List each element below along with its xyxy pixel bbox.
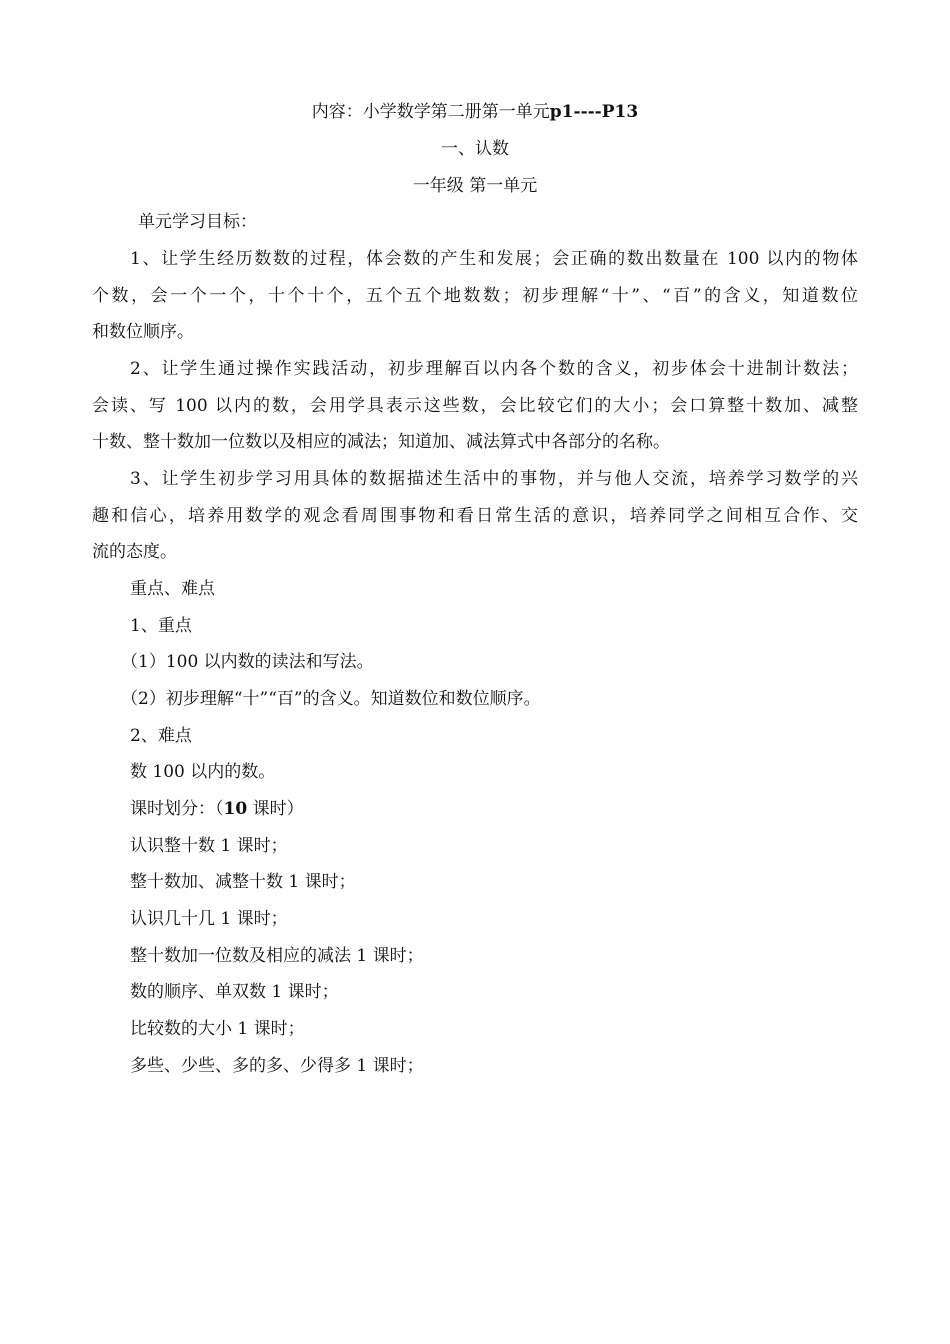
goal-2-line-1: 2、让学生通过操作实践活动，初步理解百以内各个数的含义，初步体会十进制计数法； xyxy=(130,359,858,379)
focus-item-2: （2）初步理解“十”“百”的含义。知道数位和数位顺序。 xyxy=(121,689,541,709)
document-title-text: 内容：小学数学第二册第一单元 xyxy=(311,102,550,122)
schedule-item-3: 认识几十几 1 课时； xyxy=(130,909,288,929)
goal-3-line-2: 趣和信心，培养用数学的观念看周围事物和看日常生活的意识，培养同学之间相互合作、交 xyxy=(92,506,858,526)
focus-item-1: （1）100 以内数的读法和写法。 xyxy=(121,652,374,672)
schedule-heading-count: 10 xyxy=(223,799,248,819)
document-title xyxy=(0,102,950,122)
grade-unit-title: 一年级 第一单元 xyxy=(412,176,538,196)
difficulty-heading: 2、难点 xyxy=(130,726,192,746)
section-title: 一、认数 xyxy=(441,139,509,159)
goal-3-line-1: 3、让学生初步学习用具体的数据描述生活中的事物，并与他人交流，培养学习数学的兴 xyxy=(130,469,858,489)
schedule-heading xyxy=(130,799,304,819)
schedule-item-7: 多些、少些、多的多、少得多 1 课时； xyxy=(130,1056,424,1076)
key-points-heading: 重点、难点 xyxy=(130,579,215,599)
goal-2-line-3: 十数、整十数加一位数以及相应的减法；知道加、减法算式中各部分的名称。 xyxy=(92,432,670,452)
schedule-item-2: 整十数加、减整十数 1 课时； xyxy=(130,872,356,892)
goal-1-line-2: 个数，会一个一个，十个十个，五个五个地数数；初步理解“十”、“百”的含义，知道数位 xyxy=(92,286,858,306)
document-title-pages: p1----P13 xyxy=(549,102,639,122)
difficulty-item: 数 100 以内的数。 xyxy=(130,762,276,782)
goals-heading: 单元学习目标： xyxy=(138,212,257,232)
goal-1-line-3: 和数位顺序。 xyxy=(92,322,194,342)
schedule-heading-prefix: 课时划分：（ xyxy=(130,799,224,819)
schedule-item-1: 认识整十数 1 课时； xyxy=(130,836,288,856)
goal-2-line-2: 会读、写 100 以内的数，会用学具表示这些数，会比较它们的大小；会口算整十数加、减整 xyxy=(92,396,858,416)
goal-1-line-1: 1、让学生经历数数的过程，体会数的产生和发展；会正确的数出数量在 100 以内的物体 xyxy=(130,249,858,269)
schedule-heading-suffix: 课时） xyxy=(247,799,304,819)
focus-heading: 1、重点 xyxy=(130,616,192,636)
schedule-item-4: 整十数加一位数及相应的减法 1 课时； xyxy=(130,946,424,966)
goal-3-line-3: 流的态度。 xyxy=(92,542,177,562)
schedule-item-6: 比较数的大小 1 课时； xyxy=(130,1019,305,1039)
schedule-item-5: 数的顺序、单双数 1 课时； xyxy=(130,982,339,1002)
